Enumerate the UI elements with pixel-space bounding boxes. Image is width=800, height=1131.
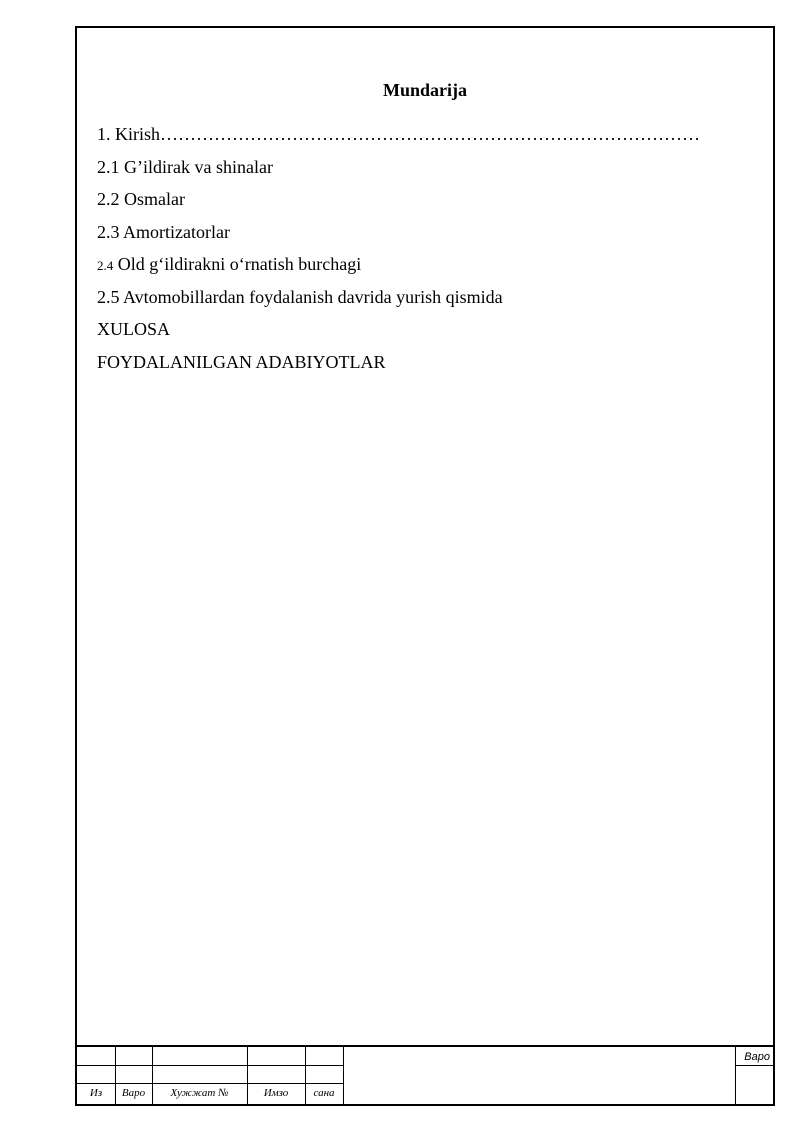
- toc-item-gildirak[interactable]: 2.1 G’ildirak va shinalar: [97, 156, 273, 177]
- toc-item-xulosa[interactable]: XULOSA: [97, 319, 171, 339]
- stamp-label-varo: Варо: [121, 1087, 146, 1099]
- toc-item-burchak[interactable]: [97, 250, 757, 283]
- stamp-label-imzo: Имзо: [263, 1087, 289, 1099]
- stamp-sheet-label: Варо: [744, 1051, 770, 1063]
- toc-item-kirish[interactable]: 1. Kirish………………………………………………………………………………: [97, 124, 700, 144]
- page-frame: [75, 26, 775, 1106]
- toc-item-osmalar[interactable]: 2.2 Osmalar: [97, 189, 185, 209]
- stamp-label-iz: Из: [89, 1087, 103, 1099]
- toc-item-adabiyotlar[interactable]: FOYDALANILGAN ADABIYOTLAR: [97, 351, 386, 372]
- table-of-contents: [97, 120, 757, 380]
- stamp-divider: [735, 1047, 736, 1104]
- toc-item-label: Old g‘ildirakni o‘rnatish burchagi: [117, 254, 362, 274]
- stamp-row-line: [735, 1065, 773, 1066]
- toc-item-number: 2.4: [97, 258, 114, 273]
- stamp-row-line: [77, 1083, 343, 1084]
- stamp-label-document-number: Хужжат №: [170, 1087, 229, 1099]
- stamp-divider: [343, 1047, 344, 1104]
- toc-item-yurish-qismi[interactable]: 2.5 Avtomobillardan foydalanish davrida yurish qismida: [97, 286, 503, 307]
- title-block-stamp: [77, 1045, 773, 1104]
- stamp-label-sana: сана: [313, 1087, 335, 1099]
- page-title: Mundarija: [382, 80, 467, 100]
- stamp-row-line: [77, 1065, 343, 1066]
- toc-item-amortizatorlar[interactable]: 2.3 Amortizatorlar: [97, 221, 230, 242]
